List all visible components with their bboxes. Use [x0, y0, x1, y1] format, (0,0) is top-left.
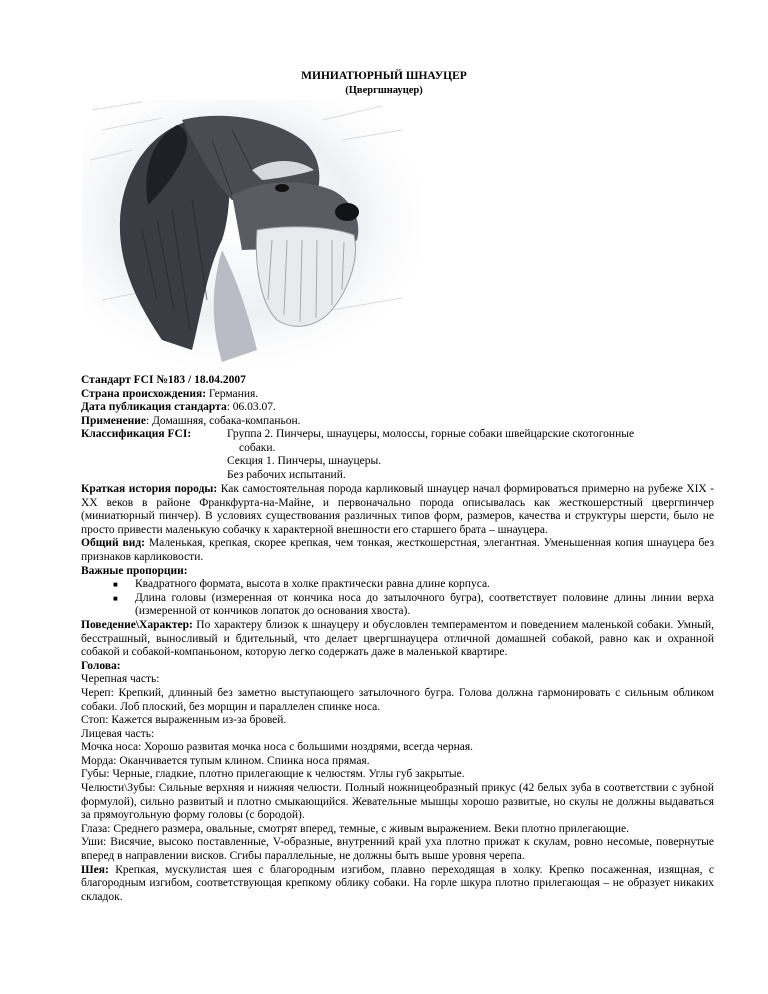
- general-paragraph: [81, 537, 714, 564]
- behavior-text: По характеру близок к шнауцеру и обусловлен темпераментом и поведением маленькой собаки. Умный, бесстрашный, выносливый и бдительный, что делает цвергшнауцера отличной домашней собакой, равно как и охранной собакой и собакой-компаньоном, которую легко содержать даже в маленькой квартире.: [81, 618, 714, 659]
- head-heading: Голова:: [81, 659, 121, 672]
- list-item-text: Длина головы (измеренная от кончика носа до затылочного бугра), соответствует половине длины линии верха (измеренной от кончиков лопаток до основания хвоста).: [135, 591, 714, 618]
- standard-number: Стандарт FCI №183 / 18.04.2007: [81, 374, 246, 386]
- publication-label: Дата публикация стандарта: [81, 401, 227, 413]
- page-title: МИНИАТЮРНЫЙ ШНАУЦЕР: [301, 70, 467, 82]
- text-line: Глаза: Среднего размера, овальные, смотрят вперед, темные, с живым выражением. Веки плотно прилегающие.: [81, 822, 630, 835]
- list-item: [113, 578, 714, 592]
- bullet-icon: ■: [113, 580, 118, 590]
- publication-value: : 06.03.07.: [226, 401, 276, 413]
- text-line: Лицевая часть:: [81, 727, 155, 740]
- text-line: Черепная часть:: [81, 673, 160, 686]
- behavior-paragraph: [81, 619, 714, 660]
- standard-meta: [81, 374, 747, 482]
- schnauzer-head-drawing-icon: [82, 100, 422, 368]
- history-label: Краткая история породы:: [81, 483, 218, 495]
- list-item: [113, 592, 714, 619]
- standard-text: [81, 483, 714, 904]
- text-line: Череп: Крепкий, длинный без заметно выступающего затылочного бугра. Голова должна гармонировать с сильным обликом собаки. Лоб плоский, без морщин и параллелен спинке носа.: [81, 686, 714, 713]
- history-paragraph: [81, 483, 714, 537]
- classification-body: [227, 428, 747, 482]
- proportions-heading: Важные пропорции:: [81, 564, 188, 577]
- text-line: Стоп: Кажется выраженным из-за бровей.: [81, 714, 287, 727]
- classification-line: Группа 2. Пинчеры, шнауцеры, молоссы, горные собаки швейцарские скотогонные: [227, 428, 635, 440]
- neck-label: Шея:: [81, 863, 109, 876]
- neck-text: Крепкая, мускулистая шея с благородным изгибом, плавно переходящая в холку. Крепко посаженная, изящная, с благородным изгибом, соответствующая крепкому облику собаки. На горле шкура плотно прилегающая – не образует никаких складок.: [81, 863, 714, 903]
- text-line: Уши: Висячие, высоко поставленные, V-образные, внутренний край уха плотно прижат к скулам, ровно несомые, повернутые вперед в направлении висков. Сгибы параллельные, не должны быть выше уровня черепа.: [81, 836, 714, 863]
- text-line: Губы: Черные, гладкие, плотно прилегающие к челюстям. Углы губ закрытые.: [81, 768, 465, 781]
- history-text: Как самостоятельная порода карликовый шнауцер начал формироваться примерно на рубеже XIX - XX веков в районе Франкфурта-на-Майне, и первоначально порода описывалась как жесткошерстный цвергпинчер (миниатюрный пинчер). В условиях существования различных типов форм, размеров, качества и структуры шерсти, было не просто привести маленькую собачку к характерной внешности его старшего брата – шнауцера.: [81, 483, 715, 536]
- page-subtitle: (Цвергшнауцер): [345, 85, 423, 96]
- text-line: Челюсти\Зубы: Сильные верхняя и нижняя челюсти. Полный ножницеобразный прикус (42 белых зуба в соответствии с зубной формулой), сильно развитый и плотно смыкающийся. Жевательные мышцы хорошо развитые, но скулы не должны выдаваться за прямоугольную форму головы (с бородой).: [81, 782, 714, 822]
- classification-line: Секция 1. Пинчеры, шнауцеры.: [227, 455, 382, 467]
- general-label: Общий вид:: [81, 537, 146, 550]
- classification-label: Классификация FCI:: [81, 428, 192, 440]
- use-label: Применение: [81, 414, 146, 427]
- origin-label: Страна происхождения:: [81, 387, 207, 400]
- neck-paragraph: [81, 864, 714, 905]
- list-item-text: Квадратного формата, высота в холке практически равна длине корпуса.: [135, 578, 490, 591]
- bullet-icon: ■: [113, 593, 118, 603]
- behavior-label: Поведение\Характер:: [81, 618, 193, 631]
- origin-value: Германия.: [206, 387, 259, 400]
- text-line: Морда: Оканчивается тупым клином. Спинка носа прямая.: [81, 754, 370, 767]
- text-line: Мочка носа: Хорошо развитая мочка носа с большими ноздрями, всегда черная.: [81, 741, 474, 754]
- use-value: : Домашняя, собака-компаньон.: [146, 414, 301, 427]
- general-text: Маленькая, крепкая, скорее крепкая, чем тонкая, жесткошерстная, элегантная. Уменьшенная копия шнауцера без признаков карликовости.: [81, 537, 714, 563]
- classification-line: собаки.: [239, 441, 276, 454]
- classification-line: Без рабочих испытаний.: [227, 468, 346, 481]
